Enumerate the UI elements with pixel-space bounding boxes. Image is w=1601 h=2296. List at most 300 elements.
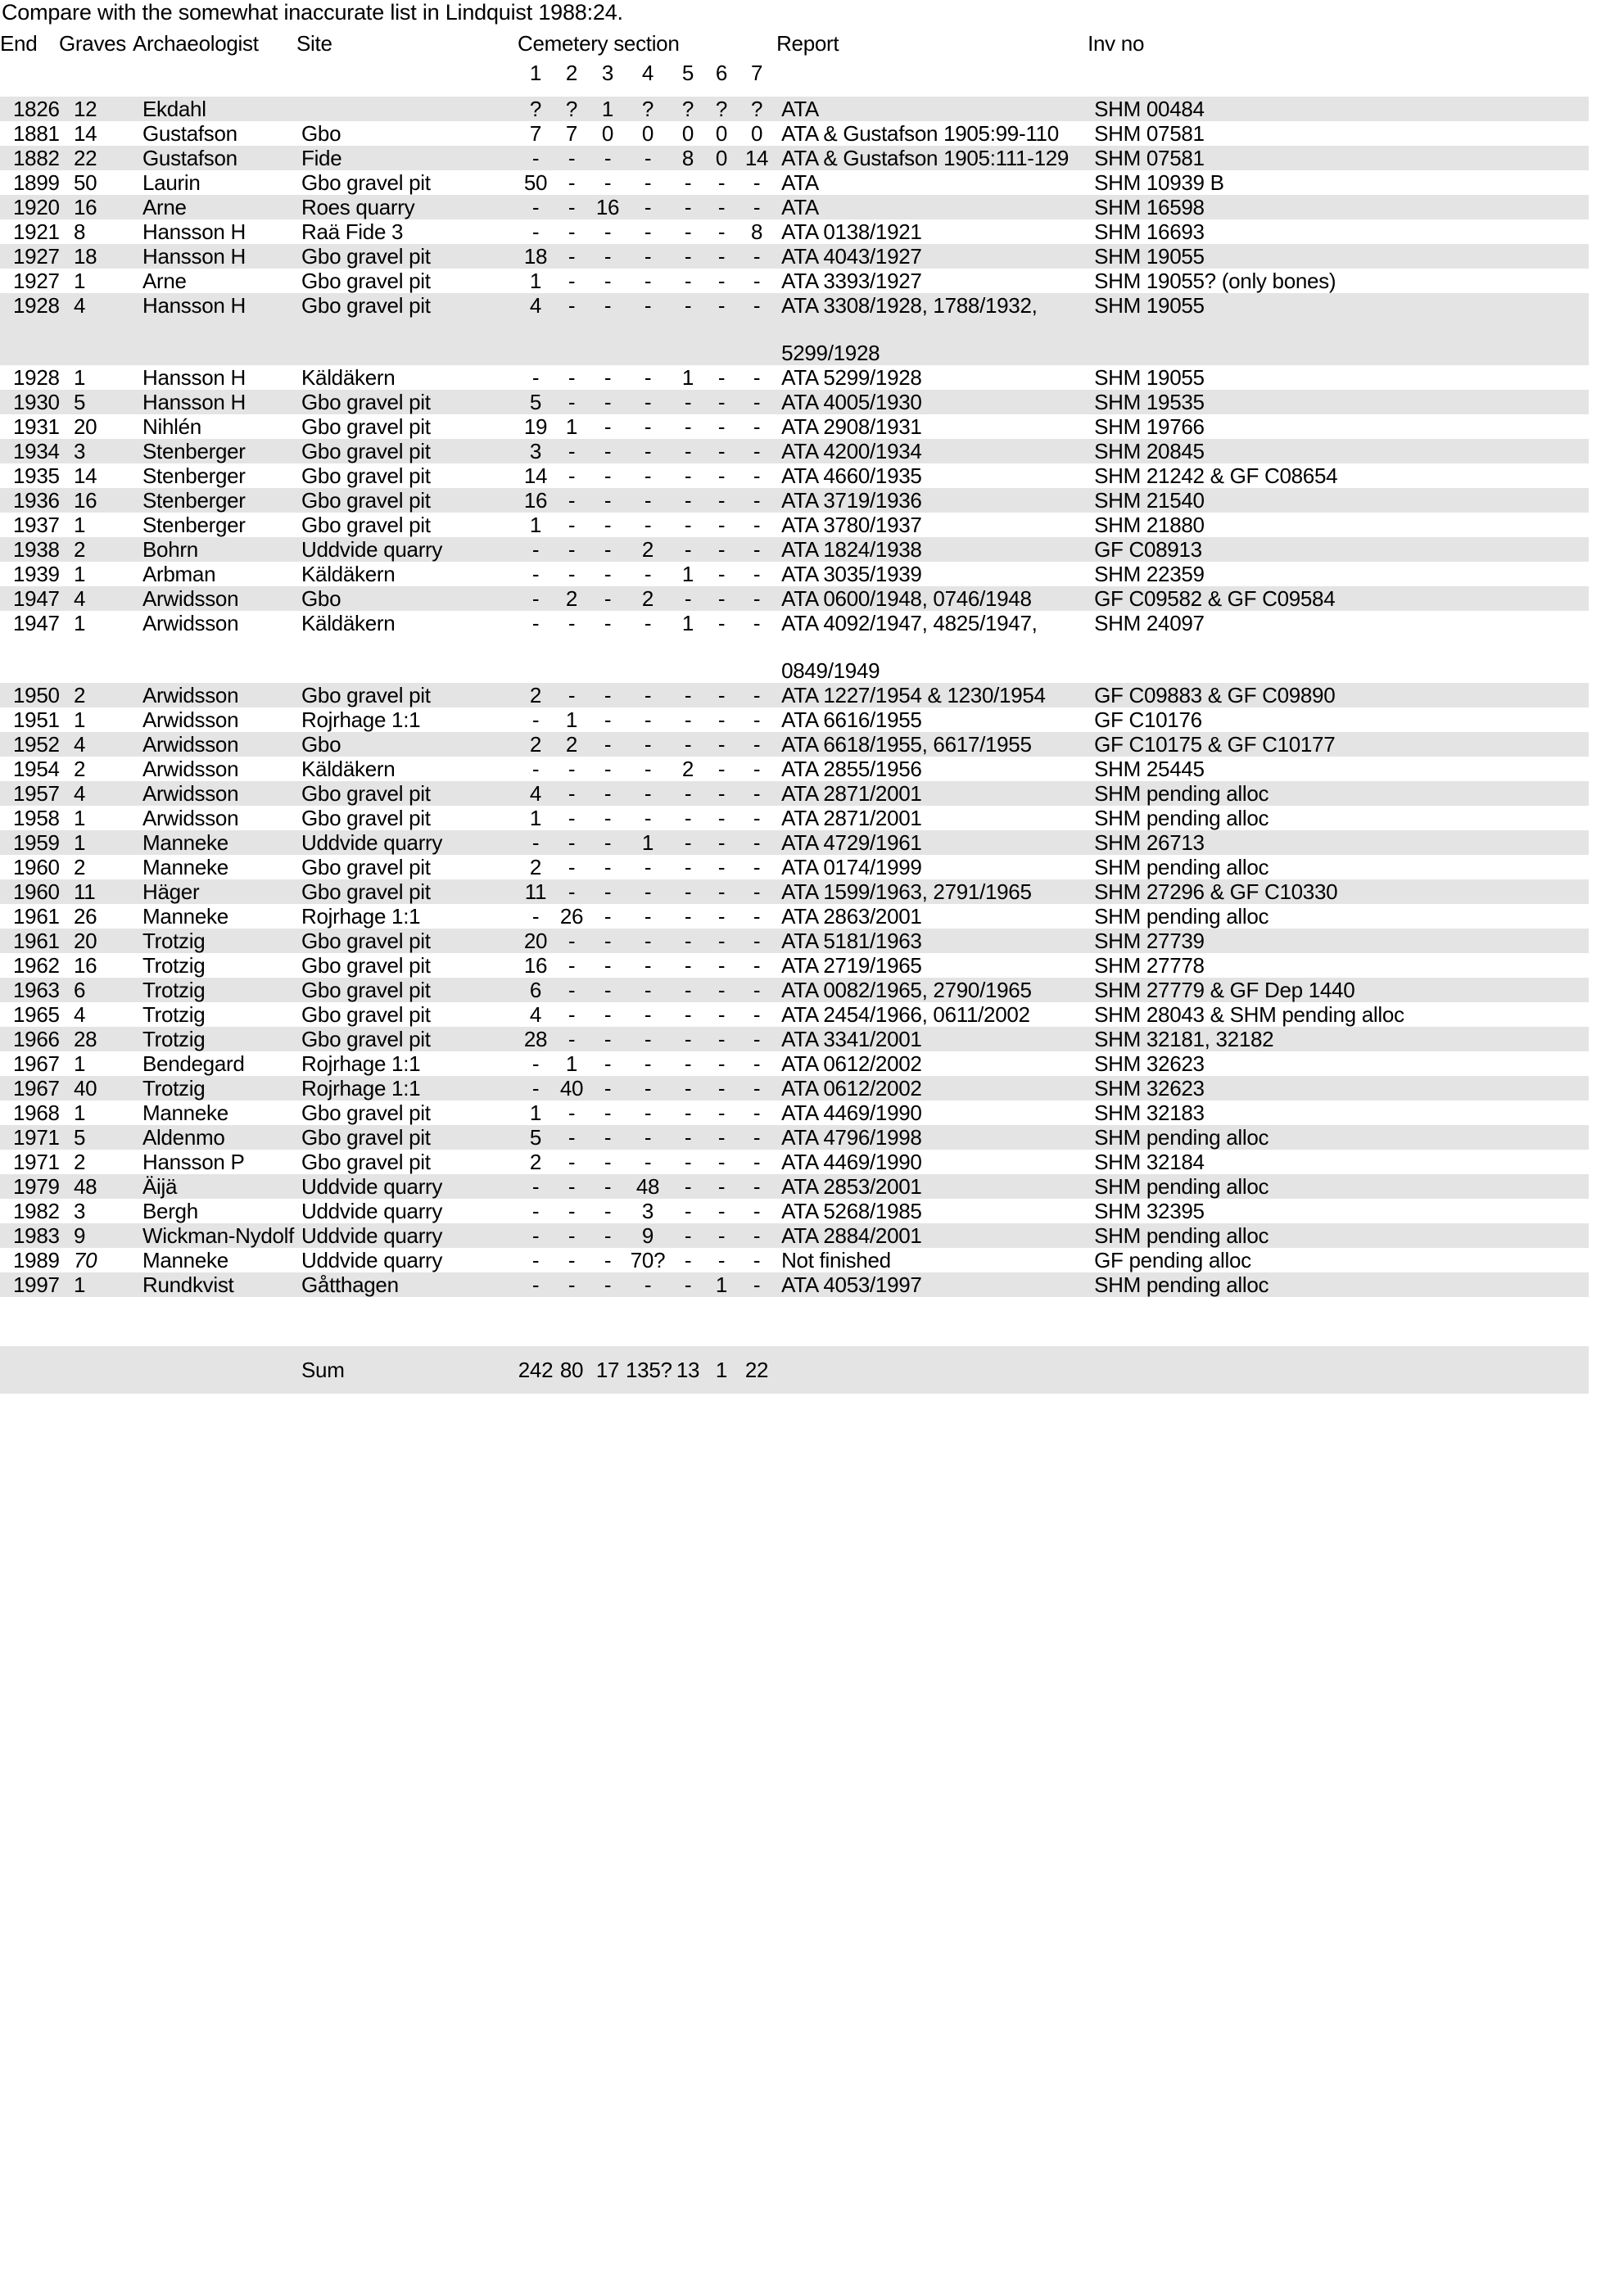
cell-report <box>776 97 1088 121</box>
cell-section-6: ? <box>715 97 728 121</box>
cell-section-4: - <box>644 146 652 170</box>
cell-graves: 28 <box>74 1027 97 1051</box>
cell-section-7: - <box>753 537 761 562</box>
cell-section-1: 16 <box>523 488 548 513</box>
cell-inv-no: SHM 32183 <box>1094 1101 1205 1125</box>
cell-section-1: - <box>531 904 540 929</box>
cell-section-7: - <box>753 1272 761 1297</box>
cell-site: Käldäkern <box>301 562 396 586</box>
cell-archaeologist: Bendegard <box>142 1051 245 1076</box>
cell-graves: 1 <box>74 1101 86 1125</box>
cell-section-4: - <box>644 463 652 488</box>
cell-report <box>776 513 1088 537</box>
cell-section-5: - <box>684 904 692 929</box>
table-row <box>0 855 1589 879</box>
cell-section-4: - <box>644 1272 652 1297</box>
cell-section-6: - <box>717 1076 726 1101</box>
cell-archaeologist: Manneke <box>142 830 228 855</box>
cell-section-2: - <box>568 269 576 293</box>
cell-archaeologist: Trotzig <box>142 978 206 1002</box>
cell-section-7: - <box>753 488 761 513</box>
cell-section-3: - <box>604 904 612 929</box>
cell-end: 1947 <box>13 586 60 611</box>
cell-graves: 1 <box>74 806 86 830</box>
table-row <box>0 1125 1589 1150</box>
cell-section-5: - <box>684 244 692 269</box>
cell-archaeologist: Trotzig <box>142 1002 206 1027</box>
cell-graves: 9 <box>74 1223 86 1248</box>
cell-section-6: - <box>717 365 726 390</box>
cell-section-7: - <box>753 170 761 195</box>
cell-inv-no: SHM 22359 <box>1094 562 1205 586</box>
cell-archaeologist: Hansson H <box>142 219 246 244</box>
cell-site: Käldäkern <box>301 611 396 635</box>
cell-section-3: - <box>604 707 612 732</box>
cell-section-6: - <box>717 1223 726 1248</box>
cell-section-5: 0 <box>681 121 694 146</box>
cell-end: 1934 <box>13 439 60 463</box>
cell-site: Uddvide quarry <box>301 537 443 562</box>
spacer-row <box>0 1297 1589 1346</box>
cell-archaeologist: Hansson H <box>142 244 246 269</box>
cell-site: Roes quarry <box>301 195 415 219</box>
cell-section-5: - <box>684 1223 692 1248</box>
cell-end: 1958 <box>13 806 60 830</box>
cell-section-7: - <box>753 463 761 488</box>
table-row <box>0 219 1589 244</box>
cell-section-1: 5 <box>529 390 542 414</box>
report-line-1: ATA 1227/1954 & 1230/1954 <box>781 683 1046 707</box>
cell-end: 1962 <box>13 953 60 978</box>
cell-graves: 8 <box>74 219 86 244</box>
cell-graves: 1 <box>74 830 86 855</box>
cell-end: 1921 <box>13 219 60 244</box>
cell-report <box>776 707 1088 732</box>
report-line-1: ATA 4469/1990 <box>781 1101 922 1125</box>
cell-end: 1954 <box>13 757 60 781</box>
cell-section-3: - <box>604 586 612 611</box>
cell-section-5: - <box>684 683 692 707</box>
cell-section-3: - <box>604 414 612 439</box>
cell-section-4: - <box>644 244 652 269</box>
cell-section-1: 6 <box>529 978 542 1002</box>
cell-archaeologist: Trotzig <box>142 929 206 953</box>
cell-section-4: - <box>644 1002 652 1027</box>
cell-section-1: - <box>531 1051 540 1076</box>
cell-section-7: - <box>753 1027 761 1051</box>
cell-report <box>776 1101 1088 1125</box>
cell-archaeologist: Trotzig <box>142 1076 206 1101</box>
table-row <box>0 978 1589 1002</box>
cell-section-6: - <box>717 806 726 830</box>
cell-section-5: - <box>684 1101 692 1125</box>
cell-section-7: - <box>753 879 761 904</box>
cell-section-3: - <box>604 953 612 978</box>
cell-section-2: 40 <box>559 1076 584 1101</box>
report-line-1: ATA 0612/2002 <box>781 1051 922 1076</box>
cell-archaeologist: Hansson P <box>142 1150 245 1174</box>
cell-report <box>776 439 1088 463</box>
cell-graves: 4 <box>74 1002 86 1027</box>
cell-site: Käldäkern <box>301 365 396 390</box>
table-row <box>0 830 1589 855</box>
cell-archaeologist: Arwidsson <box>142 586 239 611</box>
cell-section-6: - <box>717 1150 726 1174</box>
cell-section-2: ? <box>565 97 578 121</box>
report-line-1: ATA & Gustafson 1905:111-129 <box>781 146 1070 170</box>
cell-section-4: - <box>644 683 652 707</box>
cell-section-3: - <box>604 1199 612 1223</box>
report-line-1: ATA 2871/2001 <box>781 781 922 806</box>
report-line-1: ATA 4660/1935 <box>781 463 922 488</box>
cell-inv-no: SHM 00484 <box>1094 97 1205 121</box>
cell-site: Gbo gravel pit <box>301 244 431 269</box>
report-line-1: ATA 5268/1985 <box>781 1199 922 1223</box>
table-row <box>0 1223 1589 1248</box>
cell-section-7: - <box>753 1223 761 1248</box>
table-row <box>0 390 1589 414</box>
report-line-1: ATA 3393/1927 <box>781 269 922 293</box>
column-header-inv-no: Inv no <box>1088 31 1145 56</box>
cell-end: 1982 <box>13 1199 60 1223</box>
sum-row <box>0 1346 1589 1394</box>
table-row <box>0 1199 1589 1223</box>
cell-section-5: - <box>684 586 692 611</box>
cell-section-7: - <box>753 562 761 586</box>
cell-report <box>776 683 1088 707</box>
cell-site: Gåtthagen <box>301 1272 399 1297</box>
cell-section-5: 2 <box>681 757 694 781</box>
cell-section-2: - <box>568 757 576 781</box>
cell-section-1: 16 <box>523 953 548 978</box>
report-line-1: ATA 0174/1999 <box>781 855 922 879</box>
cell-section-1: - <box>531 1272 540 1297</box>
cell-graves: 6 <box>74 978 86 1002</box>
cell-inv-no: SHM pending alloc <box>1094 1223 1269 1248</box>
cell-section-3: - <box>604 390 612 414</box>
cell-end: 1957 <box>13 781 60 806</box>
spacer-cell <box>0 1297 1589 1346</box>
cell-section-2: - <box>568 146 576 170</box>
cell-end: 1971 <box>13 1125 60 1150</box>
cell-section-4: 3 <box>641 1199 654 1223</box>
section-number-2: 2 <box>565 61 578 85</box>
report-line-1: ATA 2719/1965 <box>781 953 922 978</box>
cell-report <box>776 904 1088 929</box>
cell-section-5: - <box>684 1199 692 1223</box>
cell-section-5: 8 <box>681 146 694 170</box>
cell-section-7: - <box>753 390 761 414</box>
cell-site: Uddvide quarry <box>301 1223 443 1248</box>
cell-site: Rojrhage 1:1 <box>301 707 421 732</box>
cell-section-5: - <box>684 953 692 978</box>
cell-section-5: - <box>684 390 692 414</box>
cell-section-6: - <box>717 463 726 488</box>
cell-section-5: - <box>684 929 692 953</box>
cell-section-6: - <box>717 170 726 195</box>
cell-section-4: - <box>644 1150 652 1174</box>
cell-archaeologist: Ekdahl <box>142 97 206 121</box>
cell-section-2: - <box>568 195 576 219</box>
cell-section-3: - <box>604 1272 612 1297</box>
cell-graves: 1 <box>74 513 86 537</box>
cell-site: Gbo gravel pit <box>301 929 431 953</box>
cell-end: 1997 <box>13 1272 60 1297</box>
cell-section-6: 1 <box>715 1272 728 1297</box>
cell-section-7: - <box>753 293 761 318</box>
cell-report <box>776 269 1088 293</box>
section-number-4: 4 <box>641 61 654 85</box>
report-line-1: ATA 6618/1955, 6617/1955 <box>781 732 1032 757</box>
cell-section-6: - <box>717 513 726 537</box>
cell-archaeologist: Wickman-Nydolf <box>142 1223 295 1248</box>
cell-section-3: 0 <box>601 121 614 146</box>
cell-section-5: 1 <box>681 365 694 390</box>
cell-graves: 14 <box>74 121 97 146</box>
cell-inv-no: GF C10175 & GF C10177 <box>1094 732 1336 757</box>
cell-section-4: - <box>644 195 652 219</box>
cell-archaeologist: Hansson H <box>142 365 246 390</box>
cell-section-4: 2 <box>641 537 654 562</box>
cell-end: 1989 <box>13 1248 60 1272</box>
cell-section-1: 28 <box>523 1027 548 1051</box>
cell-section-3: - <box>604 1101 612 1125</box>
cell-section-6: - <box>717 1248 726 1272</box>
cell-archaeologist: Hansson H <box>142 293 246 318</box>
cell-report <box>776 365 1088 390</box>
cell-section-5: - <box>684 1051 692 1076</box>
cell-section-5: - <box>684 219 692 244</box>
cell-section-1: 1 <box>529 513 542 537</box>
cell-site <box>296 97 518 121</box>
cell-site: Gbo gravel pit <box>301 1027 431 1051</box>
cell-graves: 20 <box>74 929 97 953</box>
cell-section-5: - <box>684 1248 692 1272</box>
cell-section-2: - <box>568 978 576 1002</box>
cell-section-7: - <box>753 439 761 463</box>
cell-graves: 18 <box>74 244 97 269</box>
cell-section-7: - <box>753 904 761 929</box>
cell-inv-no: GF pending alloc <box>1094 1248 1251 1272</box>
cell-section-5: - <box>684 1272 692 1297</box>
cell-archaeologist: Arbman <box>142 562 216 586</box>
cell-section-3: - <box>604 1027 612 1051</box>
cell-section-1: - <box>531 586 540 611</box>
cell-graves: 40 <box>74 1076 97 1101</box>
cell-section-6: - <box>717 439 726 463</box>
cell-section-4: - <box>644 879 652 904</box>
cell-section-4: 2 <box>641 586 654 611</box>
cell-report <box>776 1125 1088 1150</box>
cell-report <box>776 806 1088 830</box>
cell-section-2: - <box>568 170 576 195</box>
cell-inv-no: SHM 10939 B <box>1094 170 1224 195</box>
cell-section-1: ? <box>529 97 542 121</box>
cell-site: Gbo gravel pit <box>301 781 431 806</box>
report-line-1: ATA 0082/1965, 2790/1965 <box>781 978 1032 1002</box>
cell-report <box>776 855 1088 879</box>
cell-section-2: - <box>568 1150 576 1174</box>
cell-section-5: - <box>684 414 692 439</box>
cell-section-4: - <box>644 707 652 732</box>
cell-section-4: 9 <box>641 1223 654 1248</box>
cell-section-5: 1 <box>681 562 694 586</box>
cell-site: Gbo gravel pit <box>301 1002 431 1027</box>
cell-section-6: - <box>717 219 726 244</box>
cell-site: Gbo gravel pit <box>301 978 431 1002</box>
cell-section-1: 2 <box>529 732 542 757</box>
spacer-cell <box>1088 61 1589 97</box>
cell-section-2: 26 <box>559 904 584 929</box>
cell-section-2: - <box>568 1101 576 1125</box>
report-line-1: ATA 1599/1963, 2791/1965 <box>781 879 1032 904</box>
cell-section-6: - <box>717 1027 726 1051</box>
cell-section-6: - <box>717 879 726 904</box>
cell-section-6: - <box>717 1125 726 1150</box>
cell-site: Gbo gravel pit <box>301 683 431 707</box>
cell-section-3: - <box>604 513 612 537</box>
cell-section-1: 1 <box>529 806 542 830</box>
column-header-report: Report <box>776 31 839 56</box>
cell-section-2: 1 <box>565 1051 578 1076</box>
cell-inv-no: SHM 28043 & SHM pending alloc <box>1094 1002 1404 1027</box>
cell-report <box>776 732 1088 757</box>
table-row <box>0 414 1589 439</box>
cell-section-4: - <box>644 978 652 1002</box>
cell-inv-no: SHM 24097 <box>1094 611 1205 635</box>
table-row <box>0 707 1589 732</box>
cell-graves: 12 <box>74 97 97 121</box>
cell-end: 1939 <box>13 562 60 586</box>
section-number-3: 3 <box>601 61 614 85</box>
cell-site: Gbo gravel pit <box>301 463 431 488</box>
cell-inv-no: GF C08913 <box>1094 537 1202 562</box>
cell-section-7: - <box>753 953 761 978</box>
cell-section-3: - <box>604 929 612 953</box>
cell-report <box>776 170 1088 195</box>
section-number-6: 6 <box>715 61 728 85</box>
sum-section-4: 135? <box>626 1358 672 1382</box>
cell-archaeologist: Stenberger <box>142 439 246 463</box>
cell-site: Gbo gravel pit <box>301 488 431 513</box>
cell-end: 1927 <box>13 244 60 269</box>
cell-section-6: - <box>717 244 726 269</box>
cell-section-3: - <box>604 757 612 781</box>
cell-archaeologist: Arwidsson <box>142 683 239 707</box>
cell-inv-no: SHM 27778 <box>1094 953 1205 978</box>
table-row <box>0 146 1589 170</box>
cell-end: 1967 <box>13 1051 60 1076</box>
excavation-table <box>0 31 1589 1394</box>
cell-section-7: - <box>753 586 761 611</box>
cell-end: 1947 <box>13 611 60 635</box>
cell-end: 1920 <box>13 195 60 219</box>
cell-section-5: - <box>684 195 692 219</box>
table-row <box>0 1101 1589 1125</box>
cell-section-1: 2 <box>529 855 542 879</box>
cell-section-2: - <box>568 293 576 318</box>
cell-section-1: 5 <box>529 1125 542 1150</box>
cell-graves: 16 <box>74 195 97 219</box>
cell-end: 1966 <box>13 1027 60 1051</box>
cell-graves: 2 <box>74 855 86 879</box>
cell-section-2: - <box>568 562 576 586</box>
cell-graves: 3 <box>74 1199 86 1223</box>
cell-graves: 3 <box>74 439 86 463</box>
cell-site: Gbo gravel pit <box>301 806 431 830</box>
sum-section-6: 1 <box>715 1358 728 1382</box>
cell-section-1: 2 <box>529 683 542 707</box>
cell-section-6: - <box>717 1101 726 1125</box>
cell-site: Gbo gravel pit <box>301 293 431 318</box>
cell-section-5: - <box>684 830 692 855</box>
cell-section-6: - <box>717 269 726 293</box>
cell-section-1: - <box>531 1223 540 1248</box>
cell-section-6: - <box>717 830 726 855</box>
cell-section-7: - <box>753 855 761 879</box>
cell-section-5: - <box>684 1076 692 1101</box>
cell-section-2: - <box>568 611 576 635</box>
table-row <box>0 562 1589 586</box>
cell-section-7: - <box>753 1051 761 1076</box>
cell-end: 1952 <box>13 732 60 757</box>
cell-end: 1950 <box>13 683 60 707</box>
cell-end: 1965 <box>13 1002 60 1027</box>
cell-section-6: - <box>717 1002 726 1027</box>
cell-section-3: - <box>604 562 612 586</box>
cell-report <box>776 830 1088 855</box>
cell-end: 1937 <box>13 513 60 537</box>
section-number-1: 1 <box>529 61 542 85</box>
cell-graves: 48 <box>74 1174 97 1199</box>
cell-archaeologist: Rundkvist <box>142 1272 234 1297</box>
table-row <box>0 439 1589 463</box>
table-row <box>0 513 1589 537</box>
cell-end: 1960 <box>13 855 60 879</box>
cell-archaeologist: Trotzig <box>142 1027 206 1051</box>
cell-section-4: 1 <box>641 830 654 855</box>
cell-section-5: - <box>684 707 692 732</box>
cell-inv-no: SHM 16693 <box>1094 219 1205 244</box>
table-row <box>0 683 1589 707</box>
cell-site: Uddvide quarry <box>301 1199 443 1223</box>
cell-site: Uddvide quarry <box>301 1248 443 1272</box>
cell-section-5: - <box>684 781 692 806</box>
cell-section-3: - <box>604 537 612 562</box>
cell-site: Gbo gravel pit <box>301 879 431 904</box>
sum-label: Sum <box>301 1358 345 1382</box>
cell-site: Fide <box>301 146 342 170</box>
sum-cell-archaeologist <box>133 1346 296 1394</box>
cell-section-2: 1 <box>565 707 578 732</box>
cell-section-3: - <box>604 683 612 707</box>
cell-inv-no: SHM 21242 & GF C08654 <box>1094 463 1338 488</box>
cell-section-7: - <box>753 830 761 855</box>
cell-end: 1968 <box>13 1101 60 1125</box>
cell-section-1: 50 <box>523 170 548 195</box>
cell-section-6: - <box>717 707 726 732</box>
column-header-graves: Graves <box>59 31 127 56</box>
table-row <box>0 537 1589 562</box>
section-number-7: 7 <box>750 61 763 85</box>
cell-graves: 5 <box>74 390 86 414</box>
cell-graves: 4 <box>74 586 86 611</box>
cell-archaeologist: Gustafson <box>142 146 237 170</box>
cell-section-4: - <box>644 806 652 830</box>
cell-archaeologist: Manneke <box>142 904 228 929</box>
table-row <box>0 97 1589 121</box>
cell-section-4: - <box>644 757 652 781</box>
